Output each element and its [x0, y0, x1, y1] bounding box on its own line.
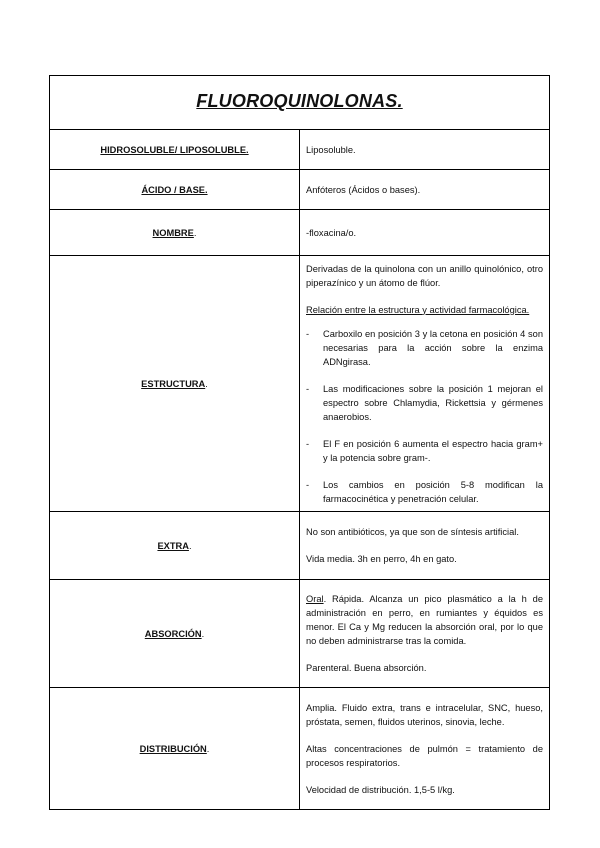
title-cell [50, 76, 550, 130]
structure-label-suffix: . [205, 378, 208, 389]
solubility-label-cell [50, 130, 300, 170]
absorption-oral-text: . Rápida. Alcanza un pico plasmático a la h de administración en perro, en rumiantes y équidos es menor. El Ca y Mg reducen la absorción oral, por lo que no deben administrarse tras la comida. [306, 594, 543, 646]
distribution-value-cell [300, 688, 550, 810]
absorption-parenteral: Parenteral. Buena absorción. [306, 663, 427, 673]
absorption-label-cell [50, 580, 300, 688]
extra-label: EXTRA [157, 540, 189, 551]
absorption-label: ABSORCIÓN [144, 628, 202, 639]
extra-label-suffix: . [188, 540, 192, 551]
list-item: - Los cambios en posición 5-8 modifican la farmacocinética y penetración celular. [306, 478, 543, 506]
name-value-cell [300, 210, 550, 256]
row-acid-base [50, 170, 550, 210]
absorption-value-cell [300, 580, 550, 688]
structure-subheading: Relación entre la estructura y actividad farmacológica. [306, 304, 530, 315]
solubility-value-cell [300, 130, 550, 170]
acid-base-value-cell [300, 170, 550, 210]
absorption-label-suffix: . [201, 628, 205, 639]
distribution-paragraph: Amplia. Fluido extra, trans e intracelular, SNC, hueso, próstata, semen, fluidos uterinos, sinovia, leche. [306, 702, 543, 727]
extra-paragraph: Vida media. 3h en perro, 4h en gato. [306, 554, 457, 564]
fluoroquinolones-table [49, 75, 550, 810]
structure-label-cell [50, 256, 300, 512]
acid-base-label: ÁCIDO / BASE. [141, 184, 208, 195]
solubility-value: Liposoluble. [306, 144, 356, 155]
row-solubility [50, 130, 550, 170]
acid-base-label-cell [50, 170, 300, 210]
drug-sheet [49, 75, 550, 810]
name-label-cell [50, 210, 300, 256]
list-item: - El F en posición 6 aumenta el espectro hacia gram+ y la potencia sobre gram-. [306, 437, 543, 465]
solubility-label: HIDROSOLUBLE/ LIPOSOLUBLE. [100, 144, 249, 155]
title-row [50, 76, 550, 130]
row-extra [50, 512, 550, 580]
list-item: - Las modificaciones sobre la posición 1 mejoran el espectro sobre Chlamydia, Rickettsia y gérmenes anaerobios. [306, 382, 543, 424]
distribution-label-cell [50, 688, 300, 810]
structure-label: ESTRUCTURA [141, 378, 206, 389]
structure-list [306, 327, 543, 506]
structure-value-cell [300, 256, 550, 512]
row-absorption [50, 580, 550, 688]
extra-label-cell [50, 512, 300, 580]
table-title: FLUOROQUINOLONAS. [196, 91, 403, 111]
extra-paragraph: No son antibióticos, ya que son de síntesis artificial. [306, 527, 519, 537]
name-label: NOMBRE [152, 227, 194, 238]
acid-base-value: Anfóteros (Ácidos o bases). [306, 184, 421, 195]
name-label-suffix: . [193, 227, 197, 238]
absorption-oral-paragraph [306, 592, 543, 648]
row-distribution [50, 688, 550, 810]
row-name [50, 210, 550, 256]
absorption-oral-label: Oral [306, 594, 324, 604]
distribution-label-suffix: . [206, 743, 210, 754]
distribution-label: DISTRIBUCIÓN [139, 743, 207, 754]
structure-intro: Derivadas de la quinolona con un anillo quinolónico, otro piperazínico y un átomo de flúor. [306, 263, 543, 288]
distribution-paragraph: Velocidad de distribución. 1,5-5 l/kg. [306, 784, 455, 795]
name-value: -floxacina/o. [306, 227, 357, 238]
row-structure [50, 256, 550, 512]
distribution-paragraph: Altas concentraciones de pulmón = tratamiento de procesos respiratorios. [306, 743, 543, 768]
extra-value-cell [300, 512, 550, 580]
list-item: - Carboxilo en posición 3 y la cetona en posición 4 son necesarias para la acción sobre la enzima ADNgirasa. [306, 327, 543, 369]
